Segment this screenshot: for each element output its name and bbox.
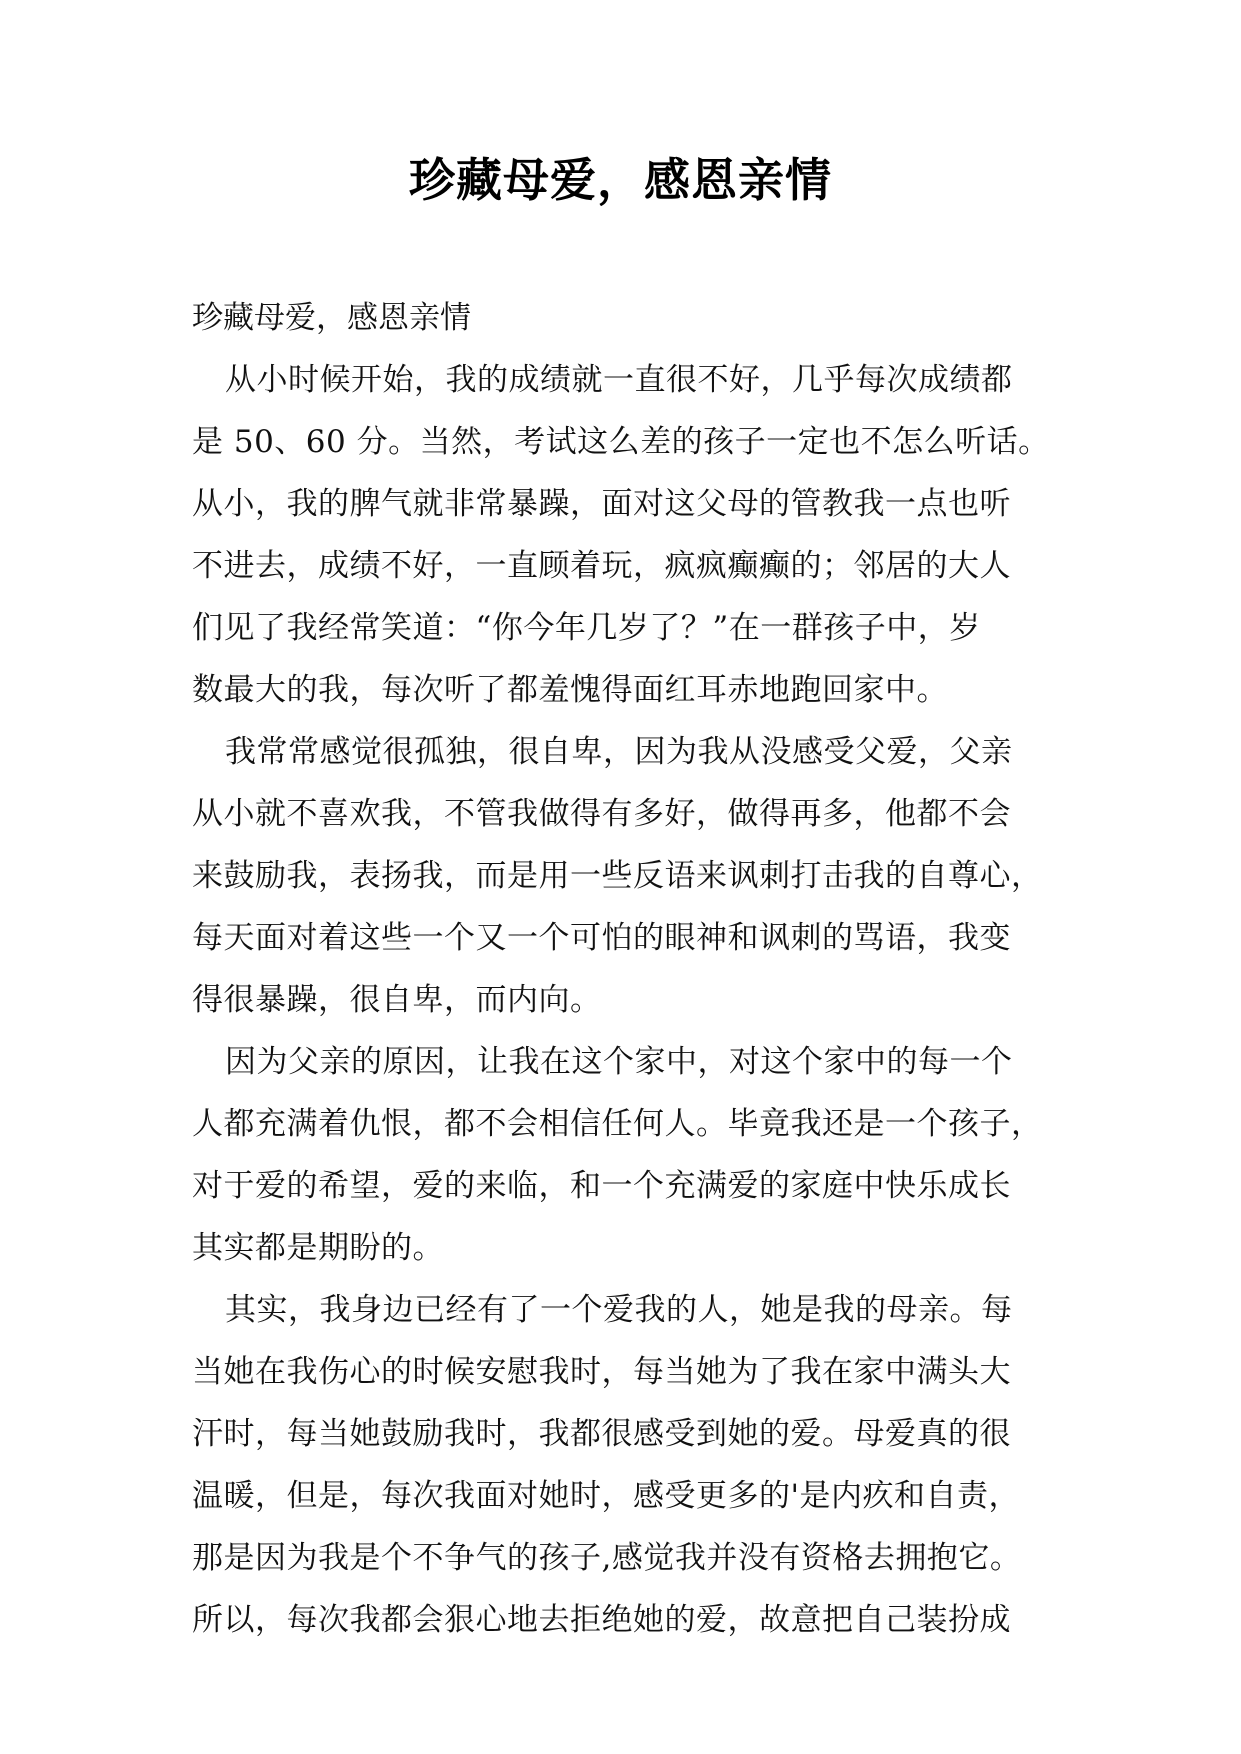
text-line: 对于爱的希望，爱的来临，和一个充满爱的家庭中快乐成长 bbox=[192, 1168, 1011, 1204]
text-line: 来鼓励我，表扬我，而是用一些反语来讽刺打击我的自尊心， bbox=[192, 858, 1043, 894]
paragraph-4 bbox=[192, 1279, 1062, 1651]
text-line: 们见了我经常笑道：“你今年几岁了？”在一群孩子中，岁 bbox=[192, 610, 981, 646]
document-subtitle: 珍藏母爱，感恩亲情 bbox=[192, 300, 471, 336]
text-line: 数最大的我，每次听了都羞愧得面红耳赤地跑回家中。 bbox=[192, 672, 948, 708]
text-line: 温暖，但是，每次我面对她时，感受更多的'是内疚和自责， bbox=[192, 1478, 1021, 1514]
text-line: 从小时候开始，我的成绩就一直很不好，几乎每次成绩都 bbox=[225, 362, 1013, 398]
text-line: 汗时，每当她鼓励我时，我都很感受到她的爱。母爱真的很 bbox=[192, 1416, 1011, 1452]
text-line: 因为父亲的原因，让我在这个家中，对这个家中的每一个 bbox=[225, 1044, 1013, 1080]
text-line: 人都充满着仇恨，都不会相信任何人。毕竟我还是一个孩子， bbox=[192, 1106, 1043, 1142]
text-line: 是 50、60 分。当然，考试这么差的孩子一定也不怎么听话。 bbox=[192, 424, 1050, 460]
document-body bbox=[192, 287, 1062, 1651]
text-line: 其实都是期盼的。 bbox=[192, 1230, 444, 1266]
text-line: 从小，我的脾气就非常暴躁，面对这父母的管教我一点也听 bbox=[192, 486, 1011, 522]
paragraph-2 bbox=[192, 721, 1062, 1031]
text-line: 不进去，成绩不好，一直顾着玩，疯疯癫癫的；邻居的大人 bbox=[192, 548, 1011, 584]
text-line: 当她在我伤心的时候安慰我时，每当她为了我在家中满头大 bbox=[192, 1354, 1011, 1390]
text-line: 每天面对着这些一个又一个可怕的眼神和讽刺的骂语，我变 bbox=[192, 920, 1011, 956]
document-title: 珍藏母爱，感恩亲情 bbox=[409, 153, 832, 207]
text-line: 那是因为我是个不争气的孩子,感觉我并没有资格去拥抱它。 bbox=[192, 1540, 1022, 1576]
text-line: 我常常感觉很孤独，很自卑，因为我从没感受父爱，父亲 bbox=[225, 734, 1013, 770]
text-line: 其实，我身边已经有了一个爱我的人，她是我的母亲。每 bbox=[225, 1292, 1013, 1328]
paragraph-1 bbox=[192, 349, 1062, 721]
text-line: 得很暴躁，很自卑，而内向。 bbox=[192, 982, 602, 1018]
text-line: 所以，每次我都会狠心地去拒绝她的爱，故意把自己装扮成 bbox=[192, 1602, 1011, 1638]
paragraph-3 bbox=[192, 1031, 1062, 1279]
text-line: 从小就不喜欢我，不管我做得有多好，做得再多，他都不会 bbox=[192, 796, 1011, 832]
